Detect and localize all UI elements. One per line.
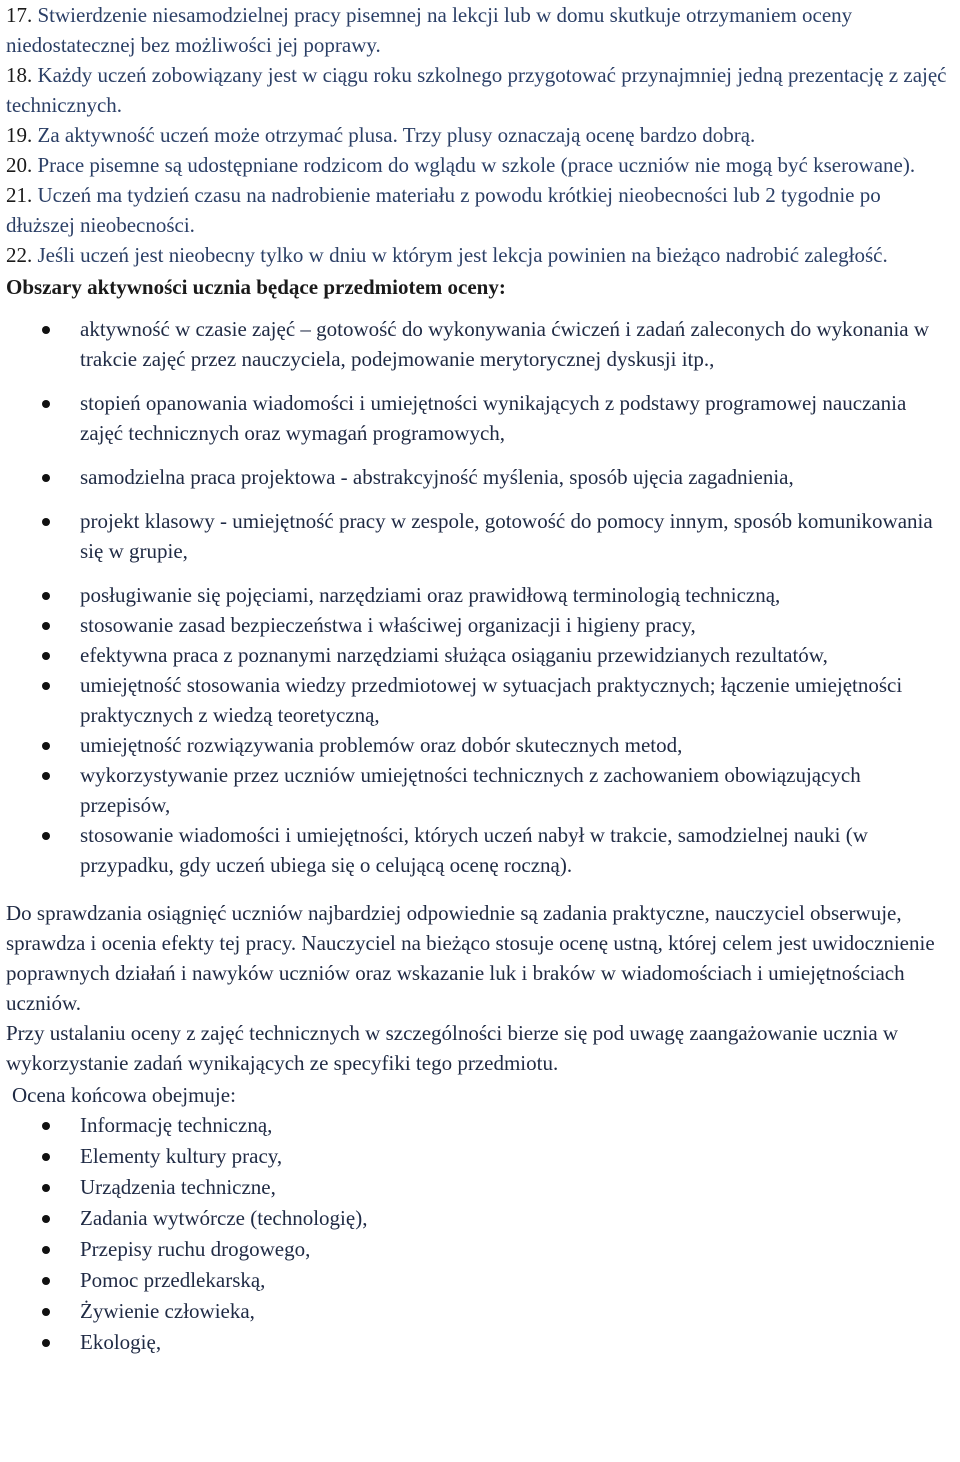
list-item: Pomoc przedlekarską, xyxy=(6,1265,954,1296)
rule-number: 21. xyxy=(6,183,33,207)
areas-heading: Obszary aktywności ucznia będące przedmiotem oceny: xyxy=(6,275,506,299)
rule-text: Uczeń ma tydzień czasu na nadrobienie materiału z powodu krótkiej nieobecności lub 2 tygodnie po dłuższej nieobecności. xyxy=(6,183,881,237)
list-item: Urządzenia techniczne, xyxy=(6,1172,954,1203)
list-item: efektywna praca z poznanymi narzędziami służąca osiąganiu przewidzianych rezultatów, xyxy=(6,640,954,670)
list-item: stosowanie wiadomości i umiejętności, których uczeń nabył w trakcie, samodzielnej nauki (w przypadku, gdy uczeń ubiega się o celującą ocenę roczną). xyxy=(6,820,954,880)
list-item: Przepisy ruchu drogowego, xyxy=(6,1234,954,1265)
rule-item xyxy=(6,120,954,150)
rules-list xyxy=(6,0,954,270)
rule-item xyxy=(6,180,954,240)
rule-item xyxy=(6,0,954,60)
paragraph-criteria: Przy ustalaniu oceny z zajęć technicznych w szczególności bierze się pod uwagę zaangażowanie ucznia w wykorzystanie zadań wynikających ze specyfiki tego przedmiotu. xyxy=(6,1021,899,1075)
rule-number: 18. xyxy=(6,63,33,87)
list-item: aktywność w czasie zajęć – gotowość do wykonywania ćwiczeń i zadań zaleconych do wykonania w trakcie zajęć przez nauczyciela, podejmowanie merytorycznej dyskusji itp., xyxy=(6,314,954,374)
rule-number: 22. xyxy=(6,243,33,267)
rule-number: 19. xyxy=(6,123,33,147)
rule-item xyxy=(6,240,954,270)
rule-text: Stwierdzenie niesamodzielnej pracy pisemnej na lekcji lub w domu skutkuje otrzymaniem oceny niedostatecznej bez możliwości jej poprawy. xyxy=(6,3,853,57)
areas-list xyxy=(6,314,954,880)
list-item: umiejętność stosowania wiedzy przedmiotowej w sytuacjach praktycznych; łączenie umiejętności praktycznych z wiedzą teoretyczną, xyxy=(6,670,954,730)
rule-text: Jeśli uczeń jest nieobecny tylko w dniu w którym jest lekcja powinien na bieżąco nadrobić zaległość. xyxy=(37,243,888,267)
rule-text: Prace pisemne są udostępniane rodzicom do wglądu w szkole (prace uczniów nie mogą być kserowane). xyxy=(37,153,916,177)
list-item: Informację techniczną, xyxy=(6,1110,954,1141)
rule-item xyxy=(6,60,954,120)
list-item: samodzielna praca projektowa - abstrakcyjność myślenia, sposób ujęcia zagadnienia, xyxy=(6,462,954,492)
list-item: Ekologię, xyxy=(6,1327,954,1358)
list-item: projekt klasowy - umiejętność pracy w zespole, gotowość do pomocy innym, sposób komunikowania się w grupie, xyxy=(6,506,954,566)
final-grade-list xyxy=(6,1110,954,1358)
list-item: stopień opanowania wiadomości i umiejętności wynikających z podstawy programowej nauczania zajęć technicznych oraz wymagań programowych, xyxy=(6,388,954,448)
final-grade-heading: Ocena końcowa obejmuje: xyxy=(12,1083,236,1107)
rule-text: Każdy uczeń zobowiązany jest w ciągu roku szkolnego przygotować przynajmniej jedną prezentację z zajęć technicznych. xyxy=(6,63,947,117)
rule-item xyxy=(6,150,954,180)
list-item: Elementy kultury pracy, xyxy=(6,1141,954,1172)
list-item: stosowanie zasad bezpieczeństwa i właściwej organizacji i higieny pracy, xyxy=(6,610,954,640)
rule-number: 17. xyxy=(6,3,33,27)
paragraph-assessment: Do sprawdzania osiągnięć uczniów najbardziej odpowiednie są zadania praktyczne, nauczyciel obserwuje, sprawdza i ocenia efekty tej pracy. Nauczyciel na bieżąco stosuje ocenę ustną, której celem jest uwidocznienie poprawnych działań i nawyków uczniów oraz wskazanie luk i braków w wiadomościach i umiejętnościach uczniów. xyxy=(6,901,935,1015)
list-item: umiejętność rozwiązywania problemów oraz dobór skutecznych metod, xyxy=(6,730,954,760)
rule-number: 20. xyxy=(6,153,33,177)
list-item: Zadania wytwórcze (technologię), xyxy=(6,1203,954,1234)
rule-text: Za aktywność uczeń może otrzymać plusa. Trzy plusy oznaczają ocenę bardzo dobrą. xyxy=(37,123,756,147)
list-item: wykorzystywanie przez uczniów umiejętności technicznych z zachowaniem obowiązujących przepisów, xyxy=(6,760,954,820)
list-item: Żywienie człowieka, xyxy=(6,1296,954,1327)
list-item: posługiwanie się pojęciami, narzędziami oraz prawidłową terminologią techniczną, xyxy=(6,580,954,610)
